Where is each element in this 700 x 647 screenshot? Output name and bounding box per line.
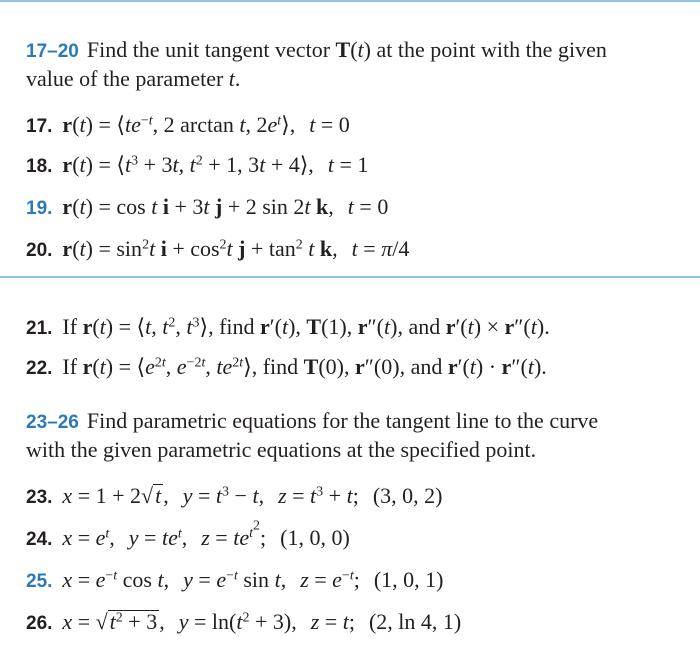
top-divider: [0, 0, 700, 2]
problem-22: 22. If $r(t) = ⟨e^{2t}$, $e^{-2t}$, $te^{2t}⟩$, find T(0), r″(0), and r′(t) · r″(t).: [26, 354, 547, 379]
problem-number: 23.: [26, 487, 53, 508]
section-divider: [0, 276, 700, 278]
problem-17: 17. $r(t) = ⟨te^{-t}$, 2 arctan t, $2e^t⟩$, t = 0: [26, 112, 350, 137]
problem-number: 25.: [26, 571, 53, 592]
problem-number: 21.: [26, 318, 53, 339]
problem-number: 22.: [26, 358, 53, 379]
problem-number: 26.: [26, 613, 53, 634]
problem-number: 24.: [26, 529, 53, 550]
problem-19: 19. r(t) = cos t i + 3t j + 2 sin 2t k, t = 0: [26, 194, 389, 219]
problem-24: 24. $x = e^t$, $y = te^t$, $z = te^{t^2}$; (1, 0, 0): [26, 518, 350, 550]
problem-25: 25. $x = e^{-t}$ cos t, $y = e^{-t}$ sin t, $z = e^{-t}$; (1, 0, 1): [26, 567, 444, 592]
section-23-26-instruction-line1: [26, 408, 598, 436]
problem-21: 21. If r(t) = ⟨t, $t^2$, $t^3⟩$, find r′(t), T(1), r″(t), and r′(t) × r″(t).: [26, 314, 550, 339]
problem-18: 18. $r(t) = ⟨t^3 + 3t$, $t^2 + 1$, 3t + 4⟩, t = 1: [26, 152, 369, 177]
instruction-text: Find parametric equations for the tangent line to the curve: [86, 408, 599, 433]
problem-20: 20. $r(t) = \sin^2t$ $i + \cos^2t$ $j + \tan^2 t$ k, t = π/4: [26, 236, 410, 261]
section-23-26-range: 23–26: [26, 412, 79, 433]
section-17-20-instruction-line2: value of the parameter t.: [26, 66, 241, 91]
problem-number: 20.: [26, 240, 53, 261]
section-17-20-instruction-line1: [26, 37, 607, 65]
problem-number: 17.: [26, 116, 53, 137]
section-17-20-range: 17–20: [26, 41, 79, 62]
problem-26: 26. $x = √t^2 + 3$, $y = \ln(t^2 + 3)$, z = t; (2, ln 4, 1): [26, 609, 462, 634]
instruction-text: Find the unit tangent vector T(t) at the point with the given: [86, 37, 607, 62]
section-23-26-instruction-line2: with the given parametric equations at the specified point.: [26, 437, 537, 462]
problem-number: 19.: [26, 198, 53, 219]
problem-23: 23. x = 1 + 2√t, $y = t^3 - t$, $z = t^3 + t$; (3, 0, 2): [26, 483, 443, 508]
problem-number: 18.: [26, 156, 53, 177]
